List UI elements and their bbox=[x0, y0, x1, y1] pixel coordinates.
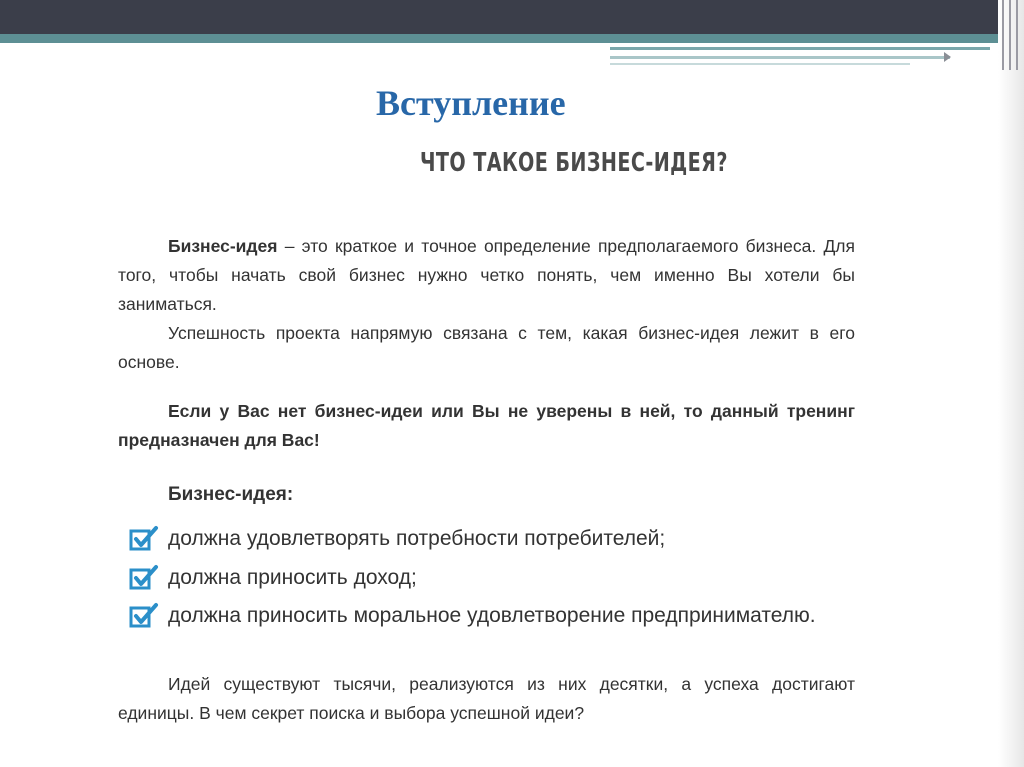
checklist-item bbox=[128, 600, 816, 632]
checklist-item bbox=[128, 562, 417, 594]
checkbox-checked-icon bbox=[128, 525, 160, 553]
paragraph-definition bbox=[118, 232, 855, 319]
checklist-item-text: должна приносить доход; bbox=[168, 566, 417, 589]
slide-subtitle: ЧТО ТАКОЕ БИЗНЕС-ИДЕЯ? bbox=[420, 148, 728, 178]
list-heading: Бизнес-идея: bbox=[168, 484, 294, 505]
decorative-line bbox=[610, 56, 950, 59]
paragraph-success: Успешность проекта напрямую связана с тем, какая бизнес-идея лежит в его основе. bbox=[118, 323, 855, 372]
paragraph-lead-term: Бизнес-идея bbox=[168, 236, 278, 256]
decorative-line bbox=[1016, 0, 1018, 70]
decorative-line bbox=[610, 63, 910, 65]
decorative-arrow-icon bbox=[944, 52, 951, 62]
checklist-item bbox=[128, 523, 665, 555]
slide-right-shadow bbox=[998, 0, 1024, 767]
checkbox-checked-icon bbox=[128, 602, 160, 630]
decorative-line bbox=[1002, 0, 1004, 70]
checklist-item-text: должна удовлетворять потребности потребителей; bbox=[168, 527, 666, 550]
decorative-line bbox=[610, 47, 990, 50]
slide-title: Вступление bbox=[376, 83, 566, 123]
paragraph-body: – это краткое и точное определение предполагаемого бизнеса. Для того, чтобы начать свой бизнес нужно четко понять, чем именно Вы хотели бы заниматься. bbox=[118, 236, 855, 314]
checklist-item-text: должна приносить моральное удовлетворение предпринимателю. bbox=[168, 604, 816, 627]
slide-accent-stripe bbox=[0, 34, 1000, 43]
paragraph-callout: Если у Вас нет бизнес-идеи или Вы не уверены в ней, то данный тренинг предназначен для Вас! bbox=[118, 401, 855, 450]
decorative-line bbox=[1009, 0, 1011, 70]
checkbox-checked-icon bbox=[128, 564, 160, 592]
slide-top-band bbox=[0, 0, 1024, 34]
paragraph-closing: Идей существуют тысячи, реализуются из них десятки, а успеха достигают единицы. В чем секрет поиска и выбора успешной идеи? bbox=[118, 674, 855, 723]
